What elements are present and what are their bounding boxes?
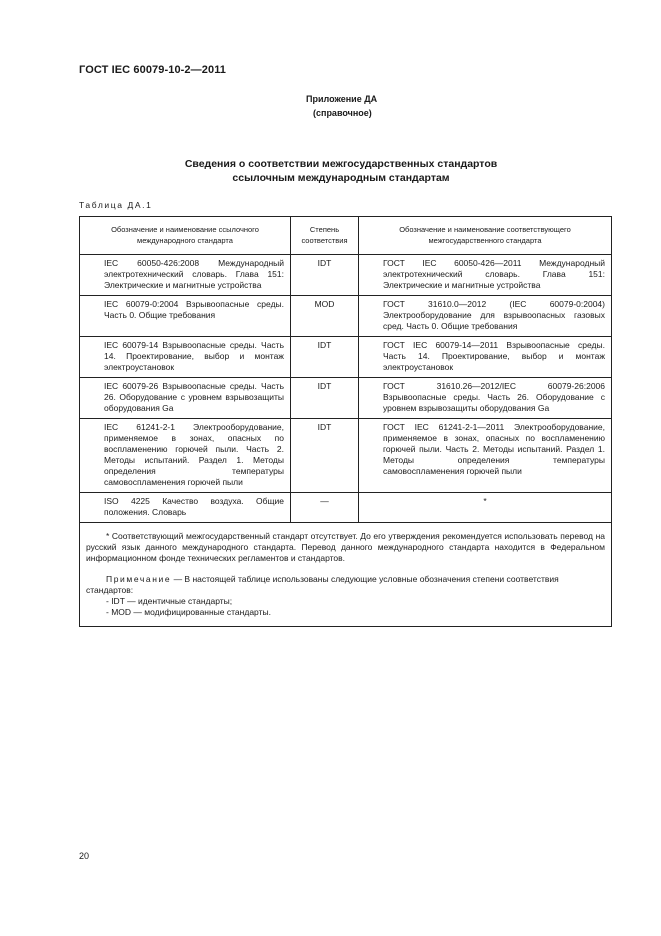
table-label: Таблица ДА.1 (79, 200, 153, 210)
cell-text: ГОСТ 31610.26—2012/IEC 60079-26:2006 Взрывоопасные среды. Часть 26. Оборудование с уровнем взрывозащиты оборудования Ga (383, 381, 605, 413)
cell-degree: MOD (291, 296, 359, 337)
cell-text: ГОСТ IEC 61241-2-1—2011 Электрооборудование, применяемое в зонах, опасных по воспламенению горючей пыли. Часть 2. Методы испытаний. Раздел 1. Методы определения температуры самовоспламенения горючей пыли (383, 422, 605, 476)
cell-national-standard (359, 419, 612, 493)
note-text: — В настоящей таблице использованы следующие условные обозначения степени соответствия стандартов: (86, 574, 559, 595)
cell-intl-standard (80, 296, 291, 337)
cell-text: IEC 61241-2-1 Электрооборудование, применяемое в зонах, опасных по воспламенению горючей пыли. Часть 2. Методы испытаний. Раздел 1. Методы определения температуры самовоспламенения горючей пыли (104, 422, 284, 487)
cell-degree: IDT (291, 419, 359, 493)
cell-intl-standard (80, 337, 291, 378)
document-code: ГОСТ IEC 60079-10-2—2011 (79, 64, 227, 76)
table-notes-row (80, 523, 612, 627)
cell-intl-standard (80, 255, 291, 296)
cell-national-standard (359, 255, 612, 296)
cell-national-standard: * (359, 493, 612, 523)
cell-degree: IDT (291, 378, 359, 419)
table-note (86, 574, 605, 596)
table-row (80, 493, 612, 523)
cell-text: ГОСТ IEC 60050-426—2011 Международный электротехнический словарь. Глава 151: Электрические и магнитные устройства (383, 258, 605, 290)
table-notes-cell (80, 523, 612, 627)
cell-text: ГОСТ 31610.0—2012 (IEC 60079-0:2004) Электрооборудование для взрывоопасных газовых сред. Часть 0. Общие требования (383, 299, 605, 331)
cell-text: IEC 60079-0:2004 Взрывоопасные среды. Часть 0. Общие требования (104, 299, 284, 320)
page-number: 20 (79, 851, 90, 861)
table-row (80, 337, 612, 378)
correspondence-table (79, 216, 612, 627)
cell-degree: — (291, 493, 359, 523)
annex-subtitle: (справочное) (313, 108, 372, 118)
heading-line-1: Сведения о соответствии межгосударственных стандартов (184, 158, 498, 170)
table-footnote: * Соответствующий межгосударственный стандарт отсутствует. До его утверждения рекомендуется использовать перевод на русский язык данного международного стандарта. Перевод данного международного стандарта находится в Федеральном информационном фонде технических регламентов и стандартов. (86, 531, 605, 563)
annex-title: Приложение ДА (306, 94, 378, 104)
cell-intl-standard (80, 419, 291, 493)
cell-national-standard (359, 296, 612, 337)
cell-text: ГОСТ IEC 60079-14—2011 Взрывоопасные среды. Часть 14. Проектирование, выбор и монтаж электроустановок (383, 340, 605, 372)
cell-degree: IDT (291, 337, 359, 378)
section-heading (79, 157, 603, 185)
column-header-degree: Степень соответствия (291, 217, 359, 255)
column-header-intl: Обозначение и наименование ссылочного международного стандарта (80, 217, 291, 255)
note-label: Примечание (106, 574, 172, 584)
cell-national-standard (359, 378, 612, 419)
cell-intl-standard (80, 493, 291, 523)
note-list-item: - MOD — модифицированные стандарты. (106, 607, 271, 617)
note-list-item: - IDT — идентичные стандарты; (106, 596, 233, 606)
column-header-national: Обозначение и наименование соответствующего межгосударственного стандарта (359, 217, 612, 255)
correspondence-table-wrap (79, 216, 611, 627)
cell-text: IEC 60079-26 Взрывоопасные среды. Часть 26. Оборудование с уровнем взрывозащиты оборудования Ga (104, 381, 284, 413)
cell-text: ISO 4225 Качество воздуха. Общие положения. Словарь (104, 496, 284, 517)
table-header-row (80, 217, 612, 255)
cell-national-standard (359, 337, 612, 378)
table-row (80, 378, 612, 419)
table-row (80, 255, 612, 296)
heading-line-2: ссылочным международным стандартам (232, 172, 450, 184)
cell-degree: IDT (291, 255, 359, 296)
table-row (80, 296, 612, 337)
cell-text: IEC 60050-426:2008 Международный электротехнический словарь. Глава 151: Электрические и магнитные устройства (104, 258, 284, 290)
cell-intl-standard (80, 378, 291, 419)
cell-text: IEC 60079-14 Взрывоопасные среды. Часть 14. Проектирование, выбор и монтаж электроустановок (104, 340, 284, 372)
table-row (80, 419, 612, 493)
